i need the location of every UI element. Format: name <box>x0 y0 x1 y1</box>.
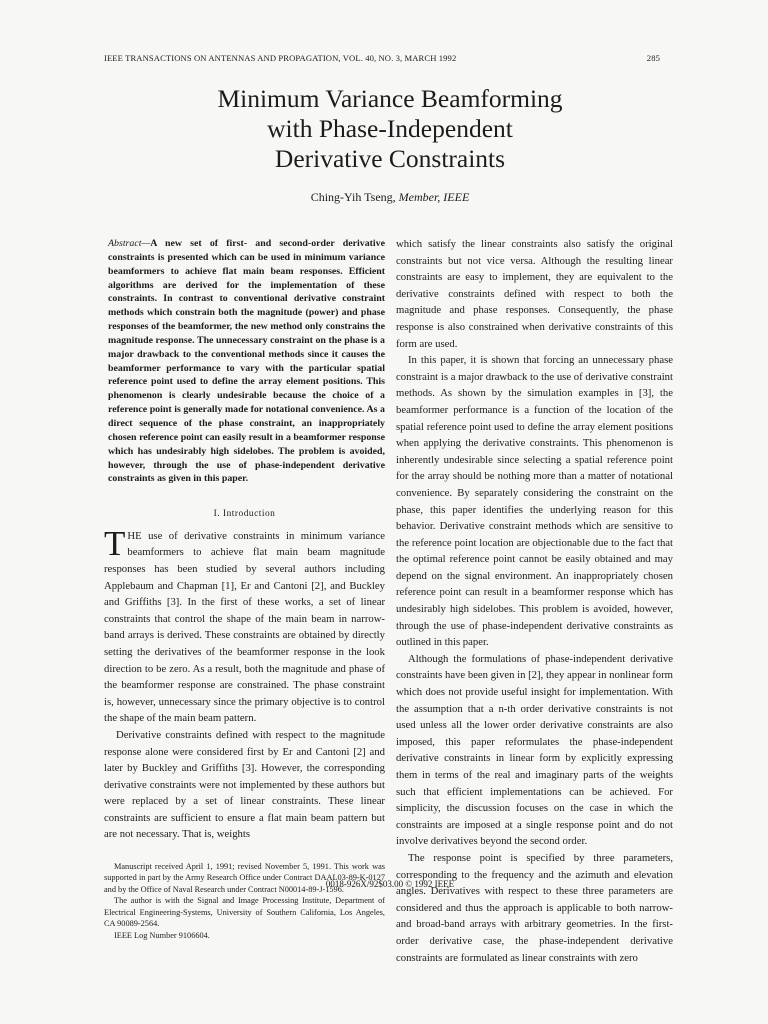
running-header <box>104 53 660 63</box>
abstract <box>104 237 385 486</box>
intro-paragraph-text: HE use of derivative constraints in minimum variance beamformers to achieve flat main beam magnitude responses has been studied by several authors including Applebaum and Chapman [1], Er and Cantoni [2], and Buckley and Griffiths [3]. In the first of these works, a set of linear constraints that control the shape of the main beam in narrow-band arrays is derived. These constraints are obtained by directly setting the derivatives of the beamformer response in the look direction to be zero. As a result, both the magnitude and phase of the beamformer response are constrained. The phase constraint is, however, unnecessary since the primary objective is to control the shape of the main beam pattern. <box>104 529 385 725</box>
intro-paragraph: Derivative constraints defined with respect to the magnitude response alone were considered first by Er and Cantoni [2] and later by Buckley and Griffiths [3]. However, the corresponding derivative constraints were not implemented by these authors but were replaced by a set of linear constraints. These linear constraints are sufficient to ensure a flat main beam pattern but are not necessary. That is, weights <box>104 728 385 841</box>
body-paragraph: In this paper, it is shown that forcing an unnecessary phase constraint is a major drawback to the use of derivative constraint methods. As shown by the simulation examples in [3], the beamformer performance is a function of the location of the spatial reference point used to define the array element positions when applying the derivative constraints. This phenomenon is inherently undesirable since selecting a spatial reference point for the array should be nothing more than a matter of notational convenience. By separately considering the constraint on the phase, this paper identifies the underlying reason for this behavior. Derivative constraint methods which are sensitive to the reference point location are objectionable due to the fact that the optimal reference point cannot be easily obtained and may depend on the signal environment. An inappropriately chosen reference point can result in a beamformer response which has undesirably high sidelobes. This problem is avoided, however, through the use of phase-independent derivative constraints as outlined in this paper. <box>396 354 673 649</box>
title-line: Derivative Constraints <box>274 144 506 173</box>
abstract-label: Abstract— <box>108 238 151 249</box>
journal-citation: IEEE TRANSACTIONS ON ANTENNAS AND PROPAGATION, VOL. 40, NO. 3, MARCH 1992 <box>104 53 457 63</box>
body-paragraph: The response point is specified by three parameters, corresponding to the frequency and the azimuth and elevation angles. Derivatives with respect to these three parameters are considered and thus the approach is applicable to both narrow- and broad-band arrays with arbitrary geometries. In the first-order derivative case, the phase-independent derivative constraints are formulated as linear constraints with zero <box>396 851 673 964</box>
section-heading: I. Introduction <box>213 509 276 520</box>
title-line: with Phase-Independent <box>267 114 513 143</box>
footnote-log-number: IEEE Log Number 9106604. <box>114 930 210 940</box>
page-number: 285 <box>646 53 660 63</box>
abstract-text: A new set of first- and second-order derivative constraints is presented which can be used in minimum variance beamformers to achieve flat main beam responses. Efficient algorithms are derived for the implementation of these constraints. In contrast to conventional derivative constraint methods which constrain both the magnitude (power) and phase responses of the beamformer, the new method only constrains the magnitude response. The unnecessary constraint on the phase is a major drawback to the conventional methods since it causes the beamformer performance to vary with the particular spatial reference point used to define the array element positions. This phenomenon is clearly undesirable because the choice of a reference point is generally made for notational convenience. As a direct sequence of the phase constraint, an inappropriately chosen reference point can easily result in a beamformer response which has undesirably high sidelobes. The problem is avoided, however, through the use of phase-independent derivative constraints as given in this paper. <box>108 238 385 485</box>
body-paragraph: Although the formulations of phase-independent derivative constraints have been given in [2], they appear in nonlinear form which does not provide useful insight for implementation. With the assumption that a n-th order derivative constraints is not used unless all the lower order derivative constraints are also imposed, this paper reformulates the phase-independent derivative constraints in linear form by explicitly expressing them in terms of the real and imaginary parts of the weights such that efficient implementations can be achieved. For simplicity, the discussion focuses on the case in which the constraints are imposed at a single response point and do not involve derivatives beyond the second order. <box>396 652 673 848</box>
left-column <box>104 237 385 941</box>
body-paragraph: which satisfy the linear constraints also satisfy the original constraints but not vice versa. Although the resulting linear constraints are easy to implement, they are equivalent to the derivative constraints defined with respect to both the magnitude and phase responses. Consequently, the phase response is also constrained when derivative constraints of this form are used. <box>396 238 673 350</box>
author-line <box>104 190 676 205</box>
right-column <box>396 236 673 966</box>
author-name: Ching-Yih Tseng, <box>310 190 396 204</box>
title-line: Minimum Variance Beamforming <box>217 84 563 113</box>
footnote-manuscript: Manuscript received April 1, 1991; revised November 5, 1991. This work was supported in part by the Army Research Office under Contract DAAL03-89-K-0127 and by the Office of Naval Research under Contract N00014-89-J-1596. <box>104 862 385 894</box>
paper-title <box>104 84 676 174</box>
drop-cap: T <box>104 523 126 563</box>
footnote-affiliation: The author is with the Signal and Image Processing Institute, Department of Electrical Engineering-Systems, University of Southern California, Los Angeles, CA 90089-2564. <box>104 896 385 929</box>
intro-paragraph <box>104 523 385 727</box>
copyright-footer: 0018-926X/92$03.00 © 1992 IEEE <box>325 879 455 889</box>
author-role: Member, IEEE <box>398 190 470 204</box>
footnotes <box>104 855 385 941</box>
